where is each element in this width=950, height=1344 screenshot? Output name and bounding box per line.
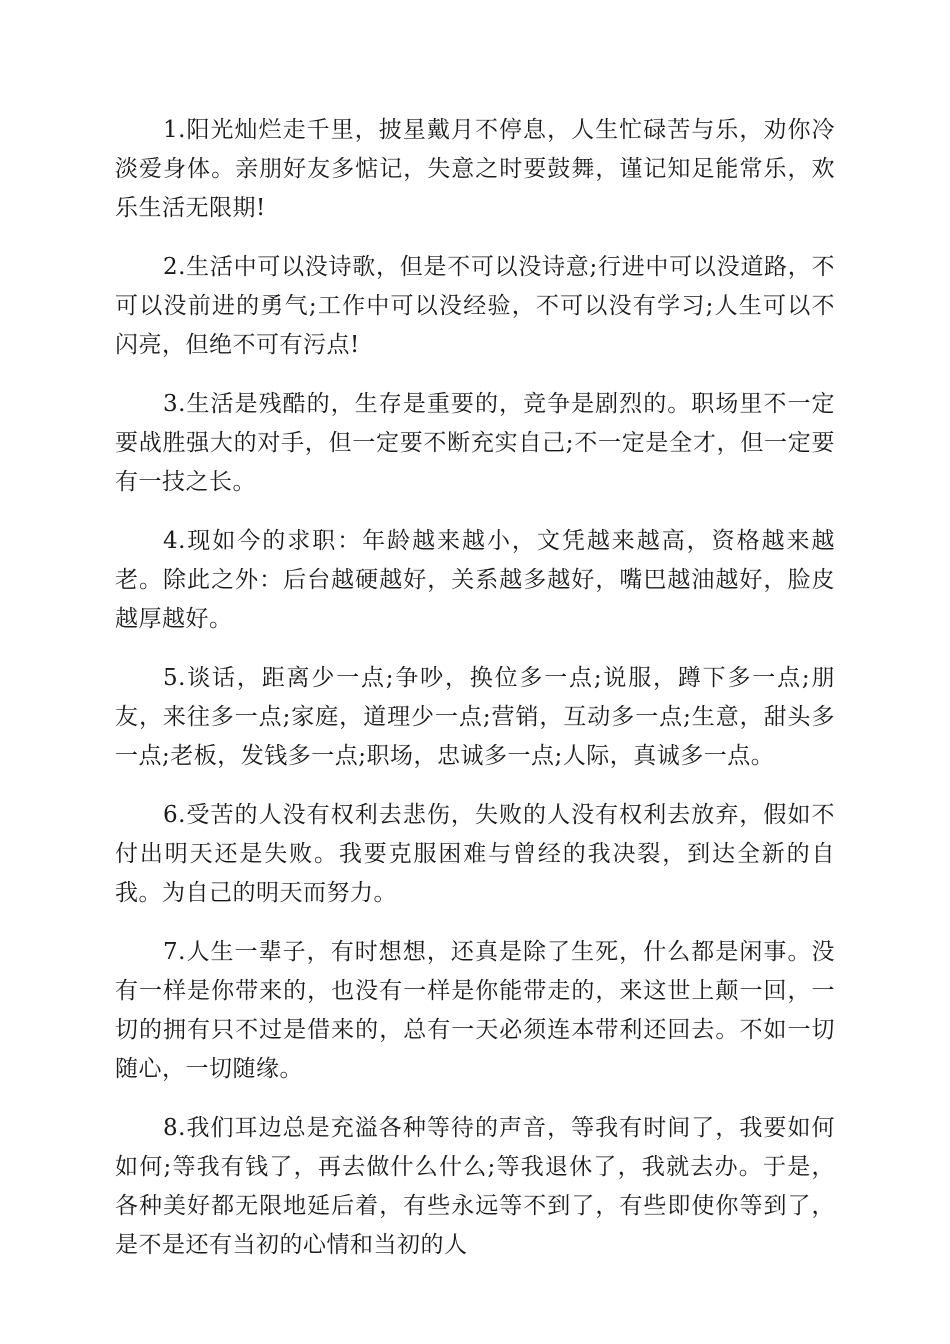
paragraph-4: 4.现如今的求职：年龄越来越小，文凭越来越高，资格越来越老。除此之外：后台越硬越好，关系越多越好，嘴巴越油越好，脸皮越厚越好。: [115, 528, 835, 632]
paragraph-5: 5.谈话，距离少一点;争吵，换位多一点;说服，蹲下多一点;朋友，来往多一点;家庭，道理少一点;营销，互动多一点;生意，甜头多一点;老板，发钱多一点;职场，忠诚多一点;人际，真诚多一点。: [115, 665, 835, 769]
paragraph-1: 1.阳光灿烂走千里，披星戴月不停息，人生忙碌苦与乐，劝你冷淡爱身体。亲朋好友多惦记，失意之时要鼓舞，谨记知足能常乐，欢乐生活无限期!: [115, 117, 835, 221]
paragraph-7: 7.人生一辈子，有时想想，还真是除了生死，什么都是闲事。没有一样是你带来的，也没有一样是你能带走的，来这世上颠一回，一切的拥有只不过是借来的，总有一天必须连本带利还回去。不如一切随心，一切随缘。: [115, 939, 835, 1082]
paragraph-8: 8.我们耳边总是充溢各种等待的声音，等我有时间了，我要如何如何;等我有钱了，再去做什么什么;等我退休了，我就去办。于是，各种美好都无限地延后着，有些永远等不到了，有些即使你等到了，是不是还有当初的心情和当初的人: [115, 1115, 835, 1258]
paragraph-6: 6.受苦的人没有权利去悲伤，失败的人没有权利去放弃，假如不付出明天还是失败。我要克服困难与曾经的我决裂，到达全新的自我。为自己的明天而努力。: [115, 802, 835, 906]
paragraph-2: 2.生活中可以没诗歌，但是不可以没诗意;行进中可以没道路，不可以没前进的勇气;工作中可以没经验，不可以没有学习;人生可以不闪亮，但绝不可有污点!: [115, 254, 835, 358]
paragraph-3: 3.生活是残酷的，生存是重要的，竞争是剧烈的。职场里不一定要战胜强大的对手，但一定要不断充实自己;不一定是全才，但一定要有一技之长。: [115, 391, 835, 495]
document-body: [115, 111, 835, 1285]
